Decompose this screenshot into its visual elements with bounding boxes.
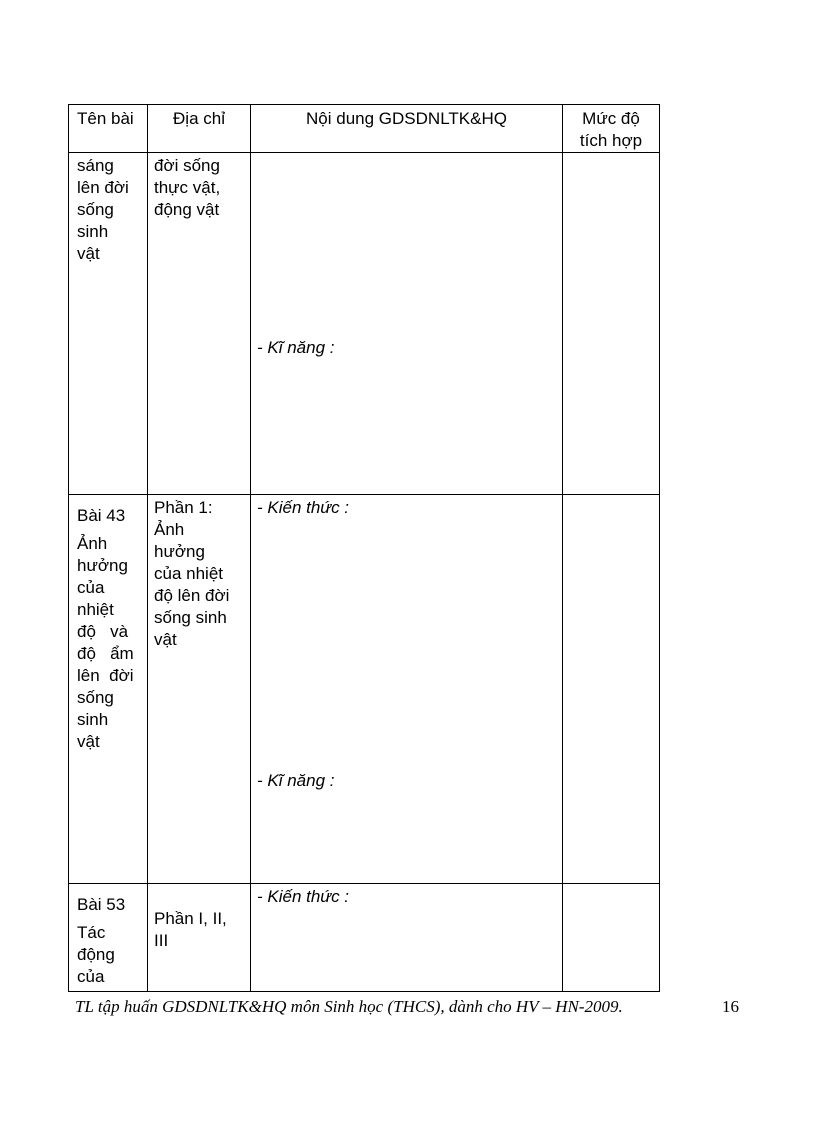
lesson-title-cell: Bài 53 Tác động của	[69, 884, 148, 992]
footer-citation: TL tập huấn GDSDNLTK&HQ môn Sinh học (THCS), dành cho HV – HN-2009.	[75, 997, 623, 1016]
header-integration-level: Mức độ tích hợp	[563, 105, 660, 153]
header-address: Địa chỉ	[148, 105, 251, 153]
knowledge-label: - Kiến thức :	[257, 887, 350, 906]
table-row	[69, 153, 660, 495]
lesson-title-cell: Bài 43 Ảnh hưởng của nhiệt độ và độ ẩm lên đời sống sinh vật	[69, 495, 148, 884]
level-cell	[563, 153, 660, 495]
lesson-number: Bài 53	[77, 895, 126, 914]
content-cell	[251, 884, 563, 992]
page-number: 16	[722, 997, 739, 1016]
skills-label: - Kĩ năng :	[257, 771, 335, 790]
level-cell	[563, 884, 660, 992]
lesson-number: Bài 43	[77, 506, 126, 525]
lesson-title-cell: sáng lên đời sống sinh vật	[69, 153, 148, 495]
content-cell	[251, 495, 563, 884]
knowledge-label: - Kiến thức :	[257, 498, 350, 517]
table-row	[69, 495, 660, 884]
header-row	[69, 105, 660, 153]
address-cell: Phần I, II, III	[148, 884, 251, 992]
address-cell: Phần 1: Ảnh hưởng của nhiệt độ lên đời sống sinh vật	[148, 495, 251, 884]
table-row	[69, 884, 660, 992]
address-cell: đời sống thực vật, động vật	[148, 153, 251, 495]
skills-label: - Kĩ năng :	[257, 338, 335, 357]
header-content: Nội dung GDSDNLTK&HQ	[251, 105, 563, 153]
content-cell	[251, 153, 563, 495]
level-cell	[563, 495, 660, 884]
header-lesson-name: Tên bài	[69, 105, 148, 153]
content-table	[68, 104, 660, 992]
